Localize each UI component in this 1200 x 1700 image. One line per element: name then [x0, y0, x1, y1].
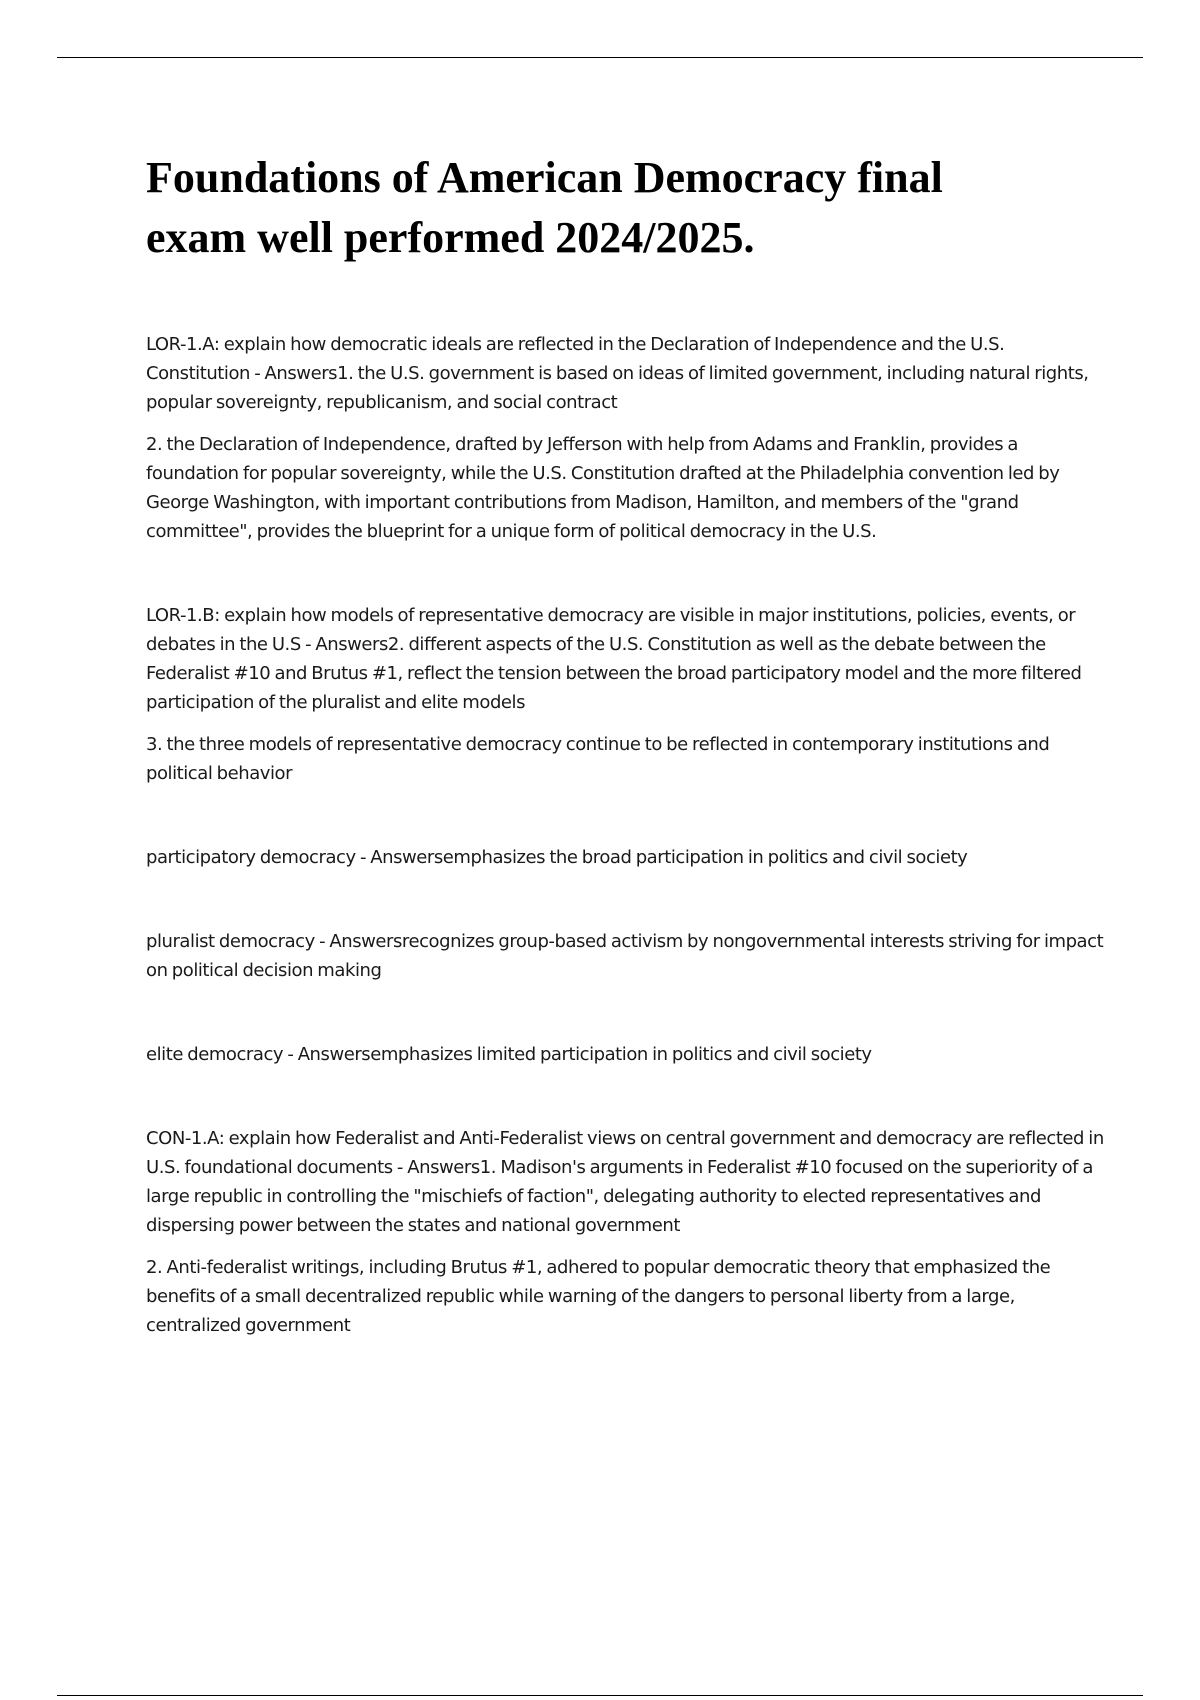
title-line-2: exam well performed 2024/2025. — [146, 213, 755, 262]
qa-entry-con-1a — [146, 1124, 1106, 1340]
qa-entry-pluralist-democracy — [146, 927, 1106, 985]
top-divider — [57, 57, 1143, 58]
entry-paragraph: LOR-1.A: explain how democratic ideals are reflected in the Declaration of Independence and the U.S. Constitution - Answers1. the U.S. government is based on ideas of limited government, including natural rights, popular sovereignty, republicanism, and social contract — [146, 334, 1089, 413]
entry-paragraph: CON-1.A: explain how Federalist and Anti-Federalist views on central government and democracy are reflected in U.S. foundational documents - Answers1. Madison's arguments in Federalist #10 focused on the superiority of a large republic in controlling the "mischiefs of faction", delegating authority to elected representatives and dispersing power between the states and national government — [146, 1128, 1104, 1236]
entry-paragraph: 2. Anti-federalist writings, including Brutus #1, adhered to popular democratic theory that emphasized the benefits of a small decentralized republic while warning of the dangers to personal liberty from a large, centralized government — [146, 1257, 1051, 1336]
title-line-1: Foundations of American Democracy final — [146, 153, 943, 202]
entry-paragraph: pluralist democracy - Answersrecognizes group-based activism by nongovernmental interests striving for impact on political decision making — [146, 931, 1104, 981]
entry-paragraph: 2. the Declaration of Independence, drafted by Jefferson with help from Adams and Franklin, provides a foundation for popular sovereignty, while the U.S. Constitution drafted at the Philadelphia convention led by George Washington, with important contributions from Madison, Hamilton, and members of the "grand committee", provides the blueprint for a unique form of political democracy in the U.S. — [146, 434, 1060, 542]
entry-paragraph: participatory democracy - Answersemphasizes the broad participation in politics and civil society — [146, 847, 968, 868]
entry-paragraph: 3. the three models of representative democracy continue to be reflected in contemporary institutions and political behavior — [146, 734, 1050, 784]
qa-entry-lor-1b — [146, 601, 1106, 788]
entry-paragraph: elite democracy - Answersemphasizes limited participation in politics and civil society — [146, 1044, 872, 1065]
page-title — [146, 148, 1106, 268]
qa-entry-participatory-democracy — [146, 843, 1106, 872]
document-body — [146, 330, 1106, 1340]
entry-paragraph: LOR-1.B: explain how models of representative democracy are visible in major institutions, policies, events, or debates in the U.S - Answers2. different aspects of the U.S. Constitution as well as the debate between the Federalist #10 and Brutus #1, reflect the tension between the broad participatory model and the more filtered participation of the pluralist and elite models — [146, 605, 1082, 713]
qa-entry-lor-1a — [146, 330, 1106, 546]
qa-entry-elite-democracy — [146, 1040, 1106, 1069]
bottom-divider — [57, 1695, 1143, 1696]
